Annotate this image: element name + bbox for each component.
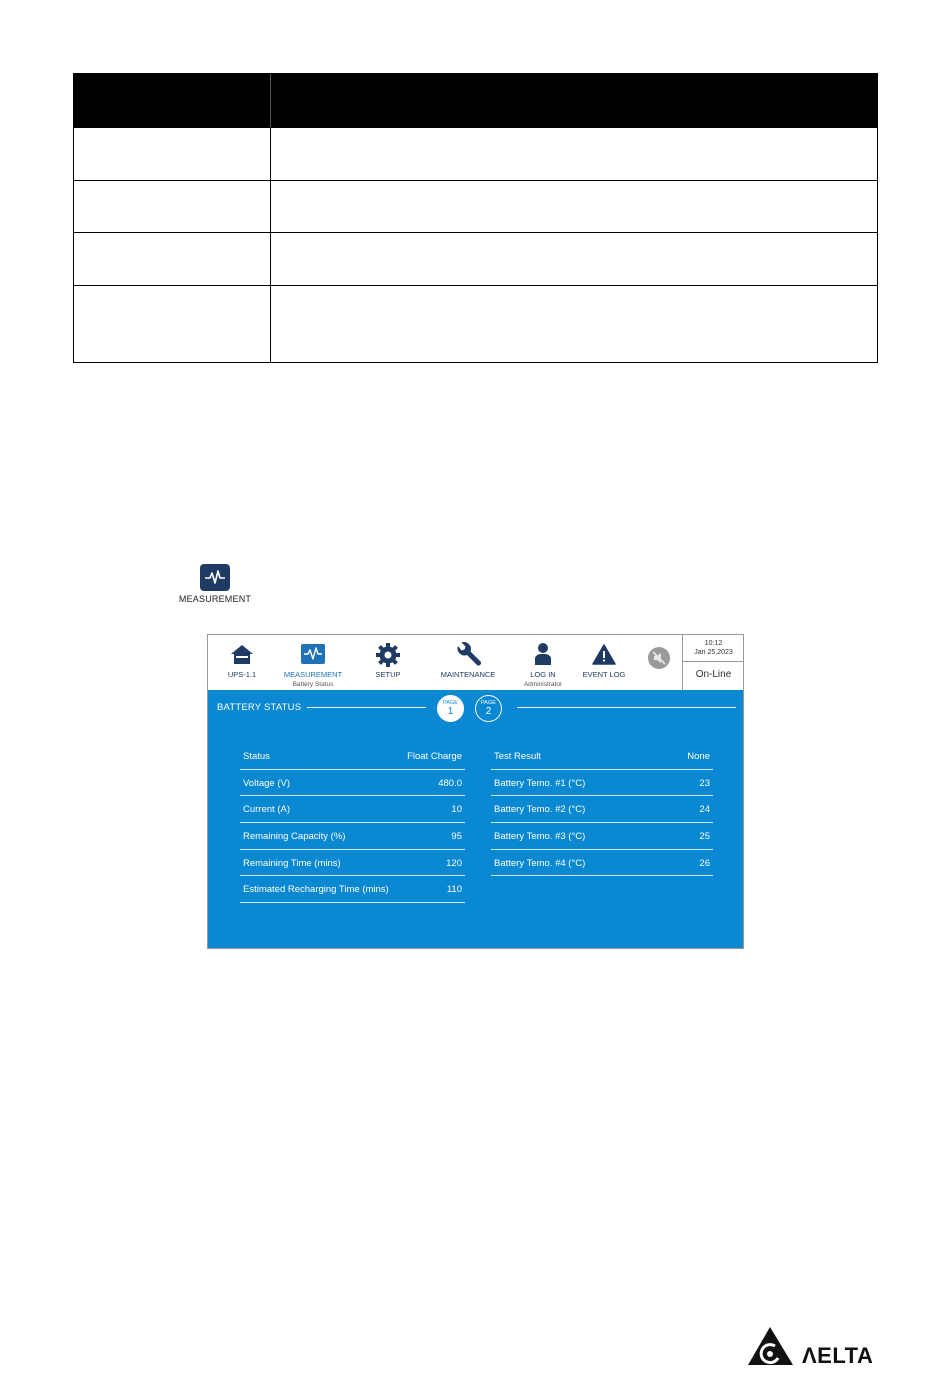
nav-setup[interactable]	[368, 635, 408, 690]
row-key: Test Result	[494, 751, 541, 762]
row-value: 24	[699, 804, 710, 816]
row-key: Current (A)	[243, 804, 290, 816]
measurement-icon-label: MEASUREMENT	[178, 594, 252, 604]
row-key: Estimated Recharging Time (mins)	[243, 884, 389, 896]
list-item	[491, 770, 713, 797]
nav-label: SETUP	[375, 670, 401, 679]
mute-icon[interactable]	[648, 647, 670, 669]
table-cell	[271, 180, 877, 232]
row-value: 25	[699, 831, 710, 843]
row-value: 95	[451, 831, 462, 843]
waveform-icon	[200, 564, 230, 591]
row-value: Float Charge	[407, 751, 462, 762]
nav-sublabel: Battery Status	[292, 681, 334, 688]
row-key: Voltage (V)	[243, 777, 290, 789]
nav-login[interactable]	[518, 635, 568, 690]
page-number: 1	[447, 706, 454, 717]
row-key: Battery Temo. #3 (°C)	[494, 831, 586, 843]
spec-table	[73, 73, 878, 363]
row-key: Status	[243, 751, 270, 762]
row-value: 480.0	[438, 777, 462, 789]
list-item	[240, 770, 465, 797]
delta-logo	[748, 1326, 880, 1366]
list-item	[240, 796, 465, 823]
nav-event-log[interactable]	[578, 635, 630, 690]
nav-maintenance[interactable]	[436, 635, 500, 690]
home-icon	[230, 644, 254, 670]
list-item	[491, 850, 713, 877]
page-number: 2	[485, 706, 492, 717]
nav-label: MAINTENANCE	[440, 670, 496, 679]
wrench-icon	[454, 644, 482, 673]
top-nav-bar	[208, 635, 682, 690]
table-header-cell	[271, 74, 877, 127]
row-key: Remaining Capacity (%)	[243, 831, 346, 843]
table-cell	[271, 232, 877, 285]
table-cell	[74, 285, 271, 362]
row-value: None	[687, 751, 710, 762]
nav-label: MEASUREMENT	[283, 670, 343, 679]
list-item	[491, 796, 713, 823]
list-item	[491, 823, 713, 850]
table-header-cell	[74, 74, 271, 127]
table-cell	[74, 127, 271, 180]
gear-icon	[375, 644, 401, 673]
user-icon	[534, 644, 552, 671]
nav-ups[interactable]	[220, 635, 264, 690]
ups-status: On-Line	[695, 669, 732, 680]
title-divider	[307, 707, 426, 708]
row-key: Battery Temo. #4 (°C)	[494, 857, 586, 869]
nav-measurement[interactable]	[278, 635, 348, 690]
delta-triangle-icon	[748, 1326, 800, 1366]
warning-icon	[592, 644, 616, 670]
list-item	[240, 850, 465, 877]
table-cell	[74, 232, 271, 285]
list-item	[491, 743, 713, 770]
ups-screen	[207, 634, 744, 949]
row-key: Battery Temo. #1 (°C)	[494, 777, 586, 789]
battery-status-panel	[208, 690, 743, 948]
page-word: PAGE	[443, 700, 458, 706]
waveform-icon	[301, 644, 325, 669]
page-2-button[interactable]	[475, 695, 502, 722]
page-1-button[interactable]	[437, 695, 464, 722]
row-value: 10	[451, 804, 462, 816]
title-divider	[517, 707, 736, 708]
battery-left-list	[240, 743, 465, 903]
logo-text: ΛELTA	[802, 1343, 874, 1368]
list-item	[240, 876, 465, 903]
row-key: Battery Temo. #2 (°C)	[494, 804, 586, 816]
page-word: PAGE	[481, 700, 496, 706]
nav-label: UPS-1.1	[227, 670, 257, 679]
nav-sublabel: Administrator	[523, 681, 563, 688]
row-key: Remaining Time (mins)	[243, 857, 341, 869]
nav-label: EVENT LOG	[582, 670, 626, 679]
clock-status-box	[682, 635, 744, 690]
row-value: 120	[446, 857, 462, 869]
clock-time: 10:12	[704, 640, 723, 647]
row-value: 110	[446, 884, 462, 896]
table-cell	[271, 127, 877, 180]
row-value: 26	[699, 857, 710, 869]
table-cell	[74, 180, 271, 232]
nav-label: LOG IN	[530, 670, 556, 679]
list-item	[240, 743, 465, 770]
list-item	[240, 823, 465, 850]
battery-right-list	[491, 743, 713, 876]
panel-title: BATTERY STATUS	[217, 702, 302, 713]
row-value: 23	[699, 777, 710, 789]
clock-date: Jan 25,2023	[694, 649, 733, 656]
table-cell	[271, 285, 877, 362]
